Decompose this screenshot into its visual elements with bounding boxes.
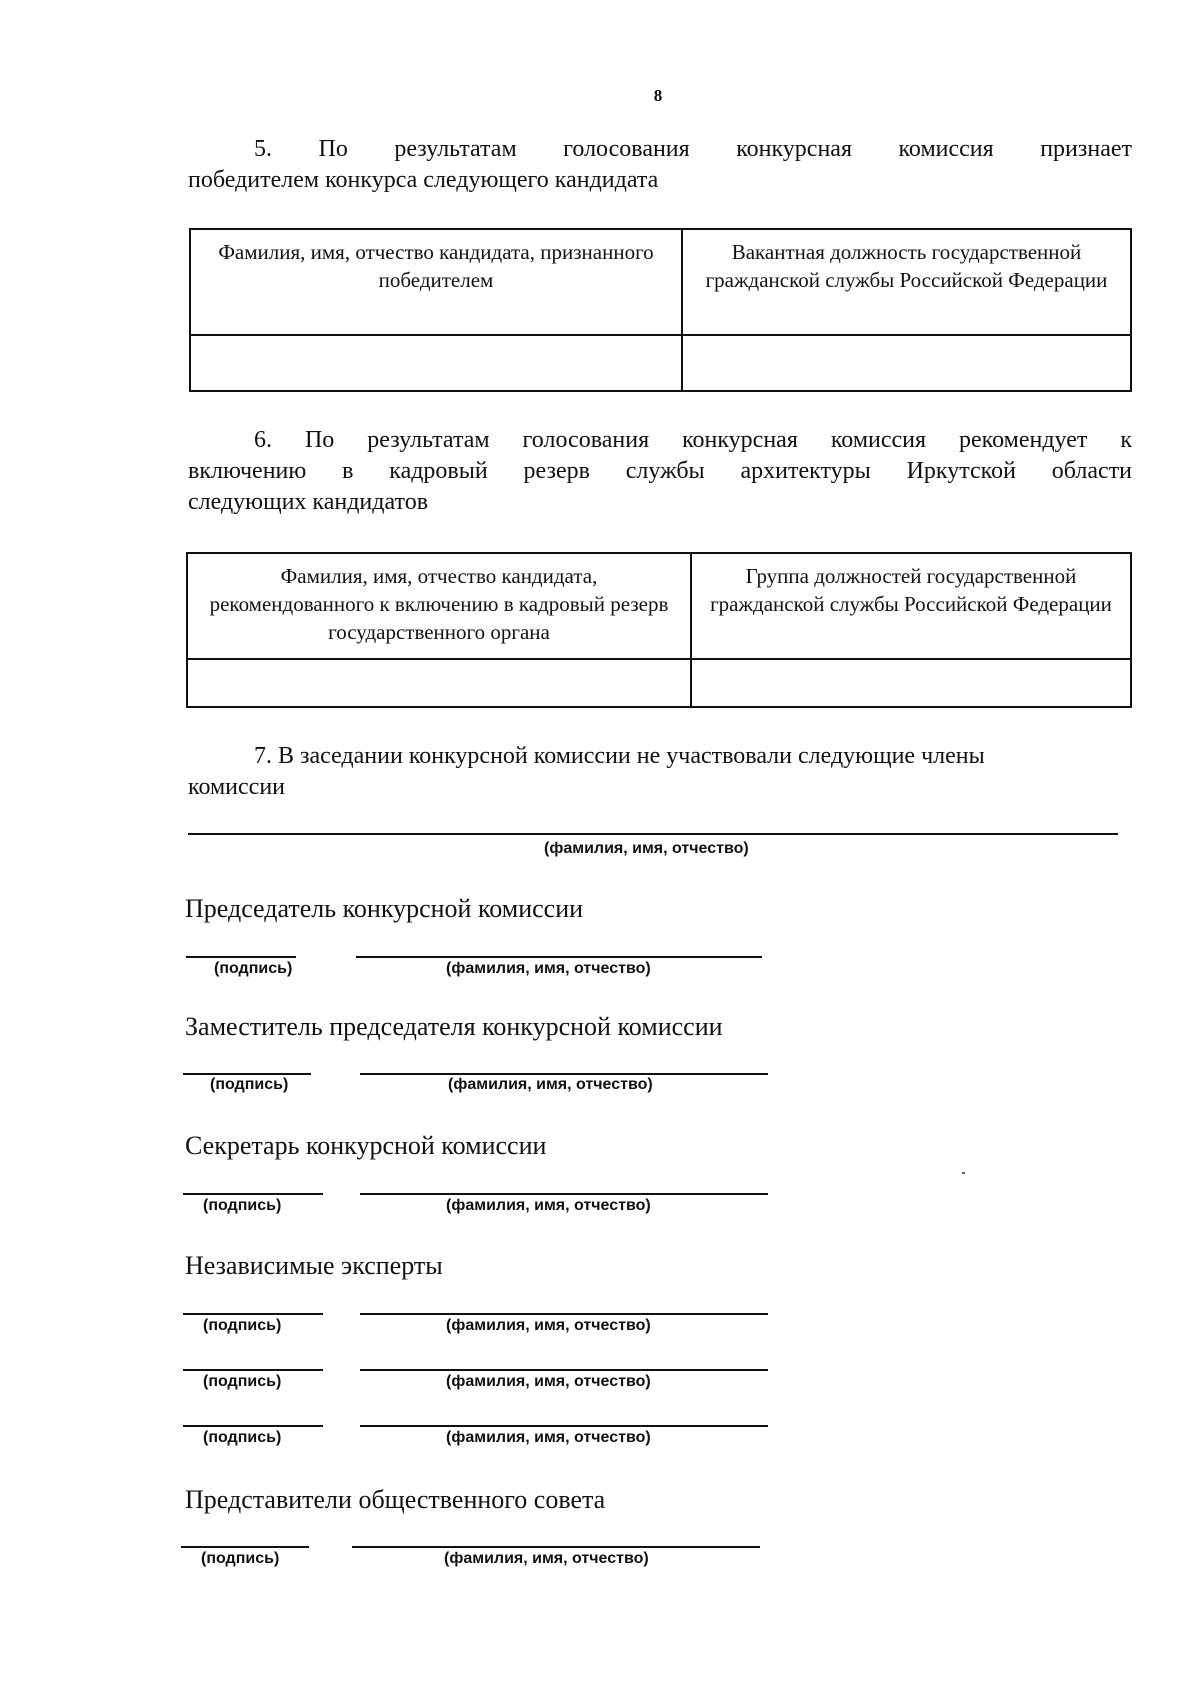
role-title-independent-experts: Независимые эксперты xyxy=(185,1251,443,1280)
reserve-table xyxy=(186,552,1132,708)
section-6-line-1: 6. По результатам голосования конкурсная комиссия рекомендует к xyxy=(254,427,1132,453)
role-title-public-council: Представители общественного совета xyxy=(185,1485,606,1514)
role-title-deputy-chairman: Заместитель председателя конкурсной комиссии xyxy=(185,1012,723,1041)
role-title-secretary: Секретарь конкурсной комиссии xyxy=(185,1131,547,1160)
reserve-table-header-name: Фамилия, имя, отчество кандидата, рекомендованного к включению в кадровый резерв государственного органа xyxy=(187,553,691,659)
section-6-text xyxy=(188,425,1132,518)
section-6-line-3: следующих кандидатов xyxy=(188,489,429,515)
winner-table-header-name: Фамилия, имя, отчество кандидата, признанного победителем xyxy=(190,229,682,335)
secretary-name-caption: (фамилия, имя, отчество) xyxy=(446,1197,651,1214)
expert-3-signature-caption: (подпись) xyxy=(203,1429,282,1446)
expert-2-signature-line[interactable] xyxy=(183,1369,323,1371)
expert-3-name-caption: (фамилия, имя, отчество) xyxy=(446,1429,651,1446)
section-7-line-2: комиссии xyxy=(188,774,286,800)
section-7-text xyxy=(188,741,1132,803)
public-council-signature-caption: (подпись) xyxy=(201,1550,280,1567)
section-6-line-2: включению в кадровый резерв службы архитектуры Иркутской области xyxy=(188,458,1132,484)
scan-speck xyxy=(962,1172,965,1174)
section-5-line-1: 5. По результатам голосования конкурсная комиссия признает xyxy=(254,136,1132,162)
expert-2-signature-caption: (подпись) xyxy=(203,1373,282,1390)
deputy-name-line[interactable] xyxy=(360,1073,768,1075)
absent-members-line[interactable] xyxy=(188,833,1118,835)
reserve-table-header-group: Группа должностей государственной гражданской службы Российской Федерации xyxy=(691,553,1131,659)
section-5-line-2: победителем конкурса следующего кандидата xyxy=(188,167,659,193)
expert-2-name-caption: (фамилия, имя, отчество) xyxy=(446,1373,651,1390)
chairman-signature-line[interactable] xyxy=(186,956,296,958)
expert-1-signature-caption: (подпись) xyxy=(203,1317,282,1334)
chairman-name-caption: (фамилия, имя, отчество) xyxy=(446,960,651,977)
secretary-name-line[interactable] xyxy=(360,1193,768,1195)
expert-2-name-line[interactable] xyxy=(360,1369,768,1371)
reserve-table-cell-name[interactable] xyxy=(187,659,691,707)
winner-table-cell-position[interactable] xyxy=(682,335,1131,391)
chairman-signature-caption: (подпись) xyxy=(214,960,293,977)
winner-table-cell-name[interactable] xyxy=(190,335,682,391)
absent-members-caption: (фамилия, имя, отчество) xyxy=(544,840,749,857)
expert-1-signature-line[interactable] xyxy=(183,1313,323,1315)
deputy-signature-line[interactable] xyxy=(183,1073,311,1075)
public-council-signature-line[interactable] xyxy=(181,1546,309,1548)
page-number: 8 xyxy=(653,86,663,105)
winner-table-header-position: Вакантная должность государственной гражданской службы Российской Федерации xyxy=(682,229,1131,335)
expert-3-name-line[interactable] xyxy=(360,1425,768,1427)
expert-1-name-caption: (фамилия, имя, отчество) xyxy=(446,1317,651,1334)
deputy-name-caption: (фамилия, имя, отчество) xyxy=(448,1076,653,1093)
expert-1-name-line[interactable] xyxy=(360,1313,768,1315)
secretary-signature-line[interactable] xyxy=(183,1193,323,1195)
expert-3-signature-line[interactable] xyxy=(183,1425,323,1427)
section-7-line-1: 7. В заседании конкурсной комиссии не участвовали следующие члены xyxy=(254,743,985,769)
role-title-chairman: Председатель конкурсной комиссии xyxy=(185,894,584,923)
reserve-table-cell-group[interactable] xyxy=(691,659,1131,707)
section-5-text xyxy=(188,134,1132,196)
secretary-signature-caption: (подпись) xyxy=(203,1197,282,1214)
public-council-name-line[interactable] xyxy=(352,1546,760,1548)
deputy-signature-caption: (подпись) xyxy=(210,1076,289,1093)
winner-table xyxy=(189,228,1132,392)
public-council-name-caption: (фамилия, имя, отчество) xyxy=(444,1550,649,1567)
chairman-name-line[interactable] xyxy=(356,956,762,958)
